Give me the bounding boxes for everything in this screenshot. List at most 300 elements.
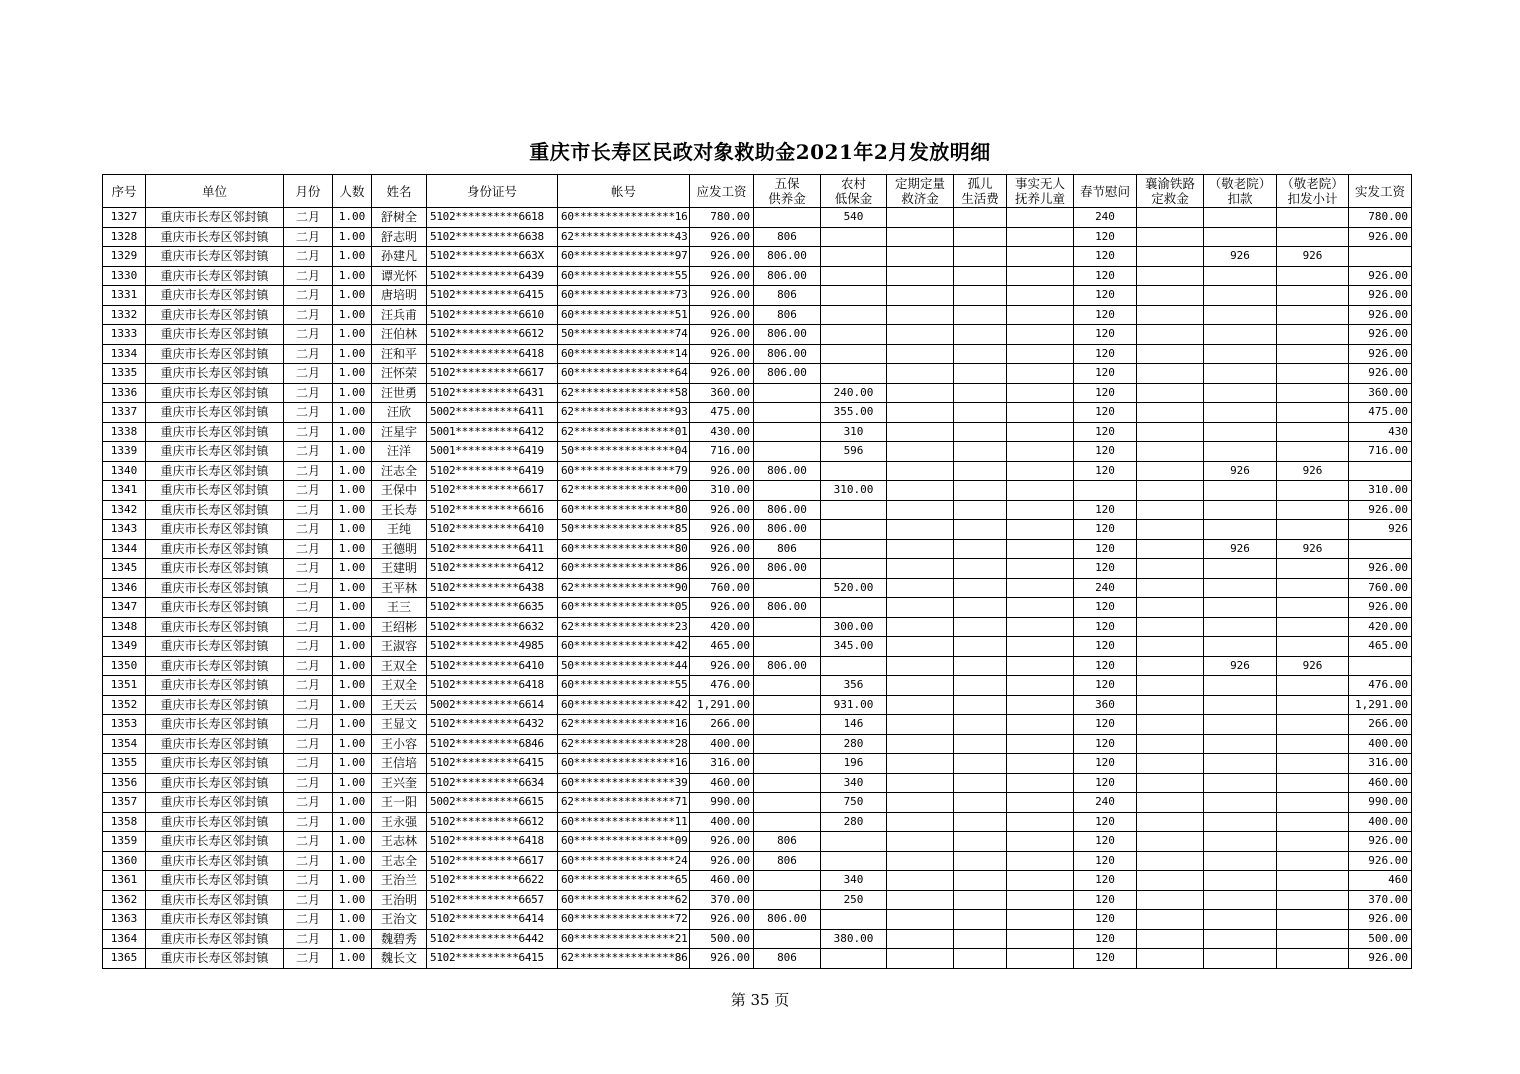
column-header-line: 定期定量 bbox=[894, 176, 945, 191]
table-cell bbox=[1204, 403, 1277, 423]
table-cell bbox=[1204, 364, 1277, 384]
table-cell: 380.00 bbox=[821, 929, 887, 949]
table-cell bbox=[1137, 832, 1204, 852]
table-row bbox=[103, 617, 1412, 637]
table-cell: 1355 bbox=[103, 754, 146, 774]
table-cell: 780.00 bbox=[690, 208, 754, 228]
table-cell bbox=[1277, 325, 1349, 345]
table-cell bbox=[1204, 578, 1277, 598]
table-cell: 1328 bbox=[103, 227, 146, 247]
table-cell bbox=[821, 598, 887, 618]
table-cell bbox=[1137, 754, 1204, 774]
table-cell: 62****************43 bbox=[558, 227, 690, 247]
table-cell: 唐培明 bbox=[372, 286, 427, 306]
table-cell: 谭光怀 bbox=[372, 266, 427, 286]
table-cell bbox=[1137, 773, 1204, 793]
table-cell bbox=[1007, 793, 1074, 813]
table-cell: 重庆市长寿区邻封镇 bbox=[146, 734, 284, 754]
table-cell: 926.00 bbox=[690, 364, 754, 384]
table-cell: 5102**********6632 bbox=[427, 617, 558, 637]
table-cell: 1.00 bbox=[333, 383, 372, 403]
table-row bbox=[103, 364, 1412, 384]
table-cell: 1344 bbox=[103, 539, 146, 559]
table-cell: 310.00 bbox=[821, 481, 887, 501]
table-cell bbox=[821, 832, 887, 852]
table-cell bbox=[887, 793, 954, 813]
table-cell bbox=[1007, 812, 1074, 832]
table-cell: 舒志明 bbox=[372, 227, 427, 247]
table-cell bbox=[821, 266, 887, 286]
table-cell: 500.00 bbox=[1349, 929, 1412, 949]
table-cell: 240.00 bbox=[821, 383, 887, 403]
table-cell bbox=[1204, 890, 1277, 910]
table-cell bbox=[1007, 481, 1074, 501]
table-cell bbox=[887, 539, 954, 559]
table-cell bbox=[1204, 754, 1277, 774]
table-cell: 926.00 bbox=[690, 461, 754, 481]
table-cell bbox=[1277, 832, 1349, 852]
table-cell: 806.00 bbox=[754, 559, 821, 579]
table-row bbox=[103, 637, 1412, 657]
table-cell: 1352 bbox=[103, 695, 146, 715]
table-cell bbox=[1277, 500, 1349, 520]
table-cell: 重庆市长寿区邻封镇 bbox=[146, 364, 284, 384]
table-cell: 汪伯林 bbox=[372, 325, 427, 345]
table-cell bbox=[1277, 364, 1349, 384]
table-cell: 1.00 bbox=[333, 266, 372, 286]
table-cell: 1354 bbox=[103, 734, 146, 754]
table-cell bbox=[887, 637, 954, 657]
table-cell: 王天云 bbox=[372, 695, 427, 715]
table-cell: 二月 bbox=[284, 890, 333, 910]
table-cell: 926 bbox=[1277, 247, 1349, 267]
table-cell: 926.00 bbox=[1349, 851, 1412, 871]
table-cell: 1360 bbox=[103, 851, 146, 871]
table-cell: 926.00 bbox=[1349, 500, 1412, 520]
table-cell bbox=[887, 364, 954, 384]
table-cell bbox=[1277, 793, 1349, 813]
column-header-line: 帐号 bbox=[610, 183, 636, 199]
table-cell: 120 bbox=[1074, 266, 1137, 286]
table-cell: 王德明 bbox=[372, 539, 427, 559]
table-cell: 120 bbox=[1074, 890, 1137, 910]
table-cell bbox=[1204, 910, 1277, 930]
table-cell: 1339 bbox=[103, 442, 146, 462]
table-cell: 5102**********6617 bbox=[427, 364, 558, 384]
table-cell: 5102**********6618 bbox=[427, 208, 558, 228]
table-cell: 重庆市长寿区邻封镇 bbox=[146, 793, 284, 813]
table-cell bbox=[1137, 637, 1204, 657]
table-cell: 重庆市长寿区邻封镇 bbox=[146, 929, 284, 949]
table-cell: 926.00 bbox=[1349, 305, 1412, 325]
table-cell: 1.00 bbox=[333, 461, 372, 481]
table-cell: 926.00 bbox=[1349, 344, 1412, 364]
table-cell: 460.00 bbox=[690, 871, 754, 891]
table-cell: 806.00 bbox=[754, 266, 821, 286]
table-cell: 1356 bbox=[103, 773, 146, 793]
table-cell bbox=[1007, 734, 1074, 754]
table-cell: 二月 bbox=[284, 598, 333, 618]
table-cell: 146 bbox=[821, 715, 887, 735]
table-cell bbox=[1277, 559, 1349, 579]
table-row bbox=[103, 890, 1412, 910]
table-cell: 5102**********6612 bbox=[427, 325, 558, 345]
table-cell: 舒树全 bbox=[372, 208, 427, 228]
table-cell: 1.00 bbox=[333, 208, 372, 228]
table-cell: 475.00 bbox=[1349, 403, 1412, 423]
table-cell: 460.00 bbox=[690, 773, 754, 793]
table-cell bbox=[1204, 481, 1277, 501]
table-cell bbox=[1137, 286, 1204, 306]
table-cell bbox=[754, 617, 821, 637]
table-cell bbox=[954, 227, 1007, 247]
table-cell: 重庆市长寿区邻封镇 bbox=[146, 481, 284, 501]
table-cell bbox=[1204, 832, 1277, 852]
table-cell bbox=[821, 949, 887, 969]
table-cell: 二月 bbox=[284, 422, 333, 442]
table-cell: 5102**********6415 bbox=[427, 949, 558, 969]
table-cell: 5102**********6412 bbox=[427, 559, 558, 579]
relief-fund-table bbox=[102, 174, 1412, 969]
table-cell: 990.00 bbox=[690, 793, 754, 813]
table-cell: 120 bbox=[1074, 227, 1137, 247]
table-cell: 1337 bbox=[103, 403, 146, 423]
table-cell: 重庆市长寿区邻封镇 bbox=[146, 500, 284, 520]
table-cell bbox=[954, 929, 1007, 949]
table-cell bbox=[821, 344, 887, 364]
table-cell bbox=[887, 500, 954, 520]
table-row bbox=[103, 676, 1412, 696]
table-cell: 1.00 bbox=[333, 832, 372, 852]
table-cell bbox=[1204, 598, 1277, 618]
table-cell: 760.00 bbox=[690, 578, 754, 598]
table-cell bbox=[1204, 286, 1277, 306]
table-cell: 266.00 bbox=[690, 715, 754, 735]
column-header-line: 扣发小计 bbox=[1287, 191, 1338, 206]
table-cell bbox=[954, 715, 1007, 735]
table-cell: 430.00 bbox=[690, 422, 754, 442]
table-cell: 1.00 bbox=[333, 578, 372, 598]
table-cell: 5102**********6415 bbox=[427, 754, 558, 774]
table-cell: 二月 bbox=[284, 325, 333, 345]
column-header-line: 姓名 bbox=[386, 183, 412, 199]
table-cell: 926.00 bbox=[1349, 325, 1412, 345]
table-cell: 二月 bbox=[284, 578, 333, 598]
table-cell bbox=[1007, 637, 1074, 657]
table-cell: 二月 bbox=[284, 520, 333, 540]
table-cell bbox=[1007, 773, 1074, 793]
column-header bbox=[754, 175, 821, 208]
table-cell: 476.00 bbox=[1349, 676, 1412, 696]
table-row bbox=[103, 383, 1412, 403]
table-cell: 二月 bbox=[284, 481, 333, 501]
table-header bbox=[103, 175, 1412, 208]
table-cell bbox=[887, 559, 954, 579]
table-row bbox=[103, 403, 1412, 423]
table-cell: 465.00 bbox=[1349, 637, 1412, 657]
table-cell bbox=[1137, 227, 1204, 247]
table-row bbox=[103, 598, 1412, 618]
table-cell: 370.00 bbox=[1349, 890, 1412, 910]
table-cell: 二月 bbox=[284, 208, 333, 228]
table-row bbox=[103, 500, 1412, 520]
table-cell bbox=[1204, 695, 1277, 715]
table-cell bbox=[821, 364, 887, 384]
table-cell: 926.00 bbox=[690, 305, 754, 325]
column-header-line: 单位 bbox=[201, 183, 227, 199]
table-cell: 1,291.00 bbox=[1349, 695, 1412, 715]
table-cell bbox=[1277, 851, 1349, 871]
table-cell bbox=[1204, 734, 1277, 754]
table-cell: 1.00 bbox=[333, 500, 372, 520]
table-cell: 1.00 bbox=[333, 403, 372, 423]
table-cell: 1.00 bbox=[333, 734, 372, 754]
table-cell bbox=[1137, 481, 1204, 501]
column-header-line: 序号 bbox=[111, 183, 137, 199]
table-cell: 重庆市长寿区邻封镇 bbox=[146, 325, 284, 345]
table-cell bbox=[954, 325, 1007, 345]
table-cell: 汪欣 bbox=[372, 403, 427, 423]
table-cell bbox=[954, 890, 1007, 910]
table-cell: 120 bbox=[1074, 247, 1137, 267]
table-cell bbox=[821, 286, 887, 306]
column-header bbox=[333, 175, 372, 208]
table-cell bbox=[1277, 715, 1349, 735]
table-cell bbox=[754, 637, 821, 657]
table-cell: 50****************04 bbox=[558, 442, 690, 462]
table-cell: 806.00 bbox=[754, 656, 821, 676]
table-cell bbox=[1007, 520, 1074, 540]
table-cell bbox=[954, 442, 1007, 462]
table-cell: 王小容 bbox=[372, 734, 427, 754]
column-header-line: 农村 bbox=[840, 176, 866, 191]
table-cell: 62****************00 bbox=[558, 481, 690, 501]
table-cell bbox=[754, 578, 821, 598]
table-cell: 王治文 bbox=[372, 910, 427, 930]
table-cell bbox=[821, 656, 887, 676]
table-cell: 240 bbox=[1074, 793, 1137, 813]
table-cell bbox=[1277, 598, 1349, 618]
column-header-line: 生活费 bbox=[961, 191, 999, 206]
table-cell: 120 bbox=[1074, 520, 1137, 540]
table-cell: 二月 bbox=[284, 812, 333, 832]
table-cell: 王显文 bbox=[372, 715, 427, 735]
table-cell: 5102**********6616 bbox=[427, 500, 558, 520]
table-row bbox=[103, 832, 1412, 852]
table-cell: 60****************42 bbox=[558, 695, 690, 715]
table-cell: 二月 bbox=[284, 539, 333, 559]
table-cell bbox=[887, 812, 954, 832]
table-row bbox=[103, 422, 1412, 442]
table-cell: 1.00 bbox=[333, 676, 372, 696]
table-cell: 60****************97 bbox=[558, 247, 690, 267]
table-cell bbox=[1204, 715, 1277, 735]
table-cell: 120 bbox=[1074, 851, 1137, 871]
table-cell bbox=[1007, 266, 1074, 286]
table-cell bbox=[754, 890, 821, 910]
table-cell bbox=[954, 539, 1007, 559]
table-cell: 120 bbox=[1074, 364, 1137, 384]
table-cell: 1.00 bbox=[333, 286, 372, 306]
table-cell bbox=[887, 578, 954, 598]
table-cell bbox=[1277, 910, 1349, 930]
table-row bbox=[103, 344, 1412, 364]
table-cell bbox=[1137, 617, 1204, 637]
table-cell: 1.00 bbox=[333, 617, 372, 637]
table-cell bbox=[1137, 383, 1204, 403]
table-cell: 60****************11 bbox=[558, 812, 690, 832]
table-cell bbox=[887, 676, 954, 696]
table-cell bbox=[1007, 871, 1074, 891]
table-cell bbox=[1137, 344, 1204, 364]
table-cell bbox=[954, 344, 1007, 364]
table-cell bbox=[1137, 715, 1204, 735]
table-cell: 1.00 bbox=[333, 773, 372, 793]
table-cell: 806 bbox=[754, 286, 821, 306]
table-cell: 420.00 bbox=[690, 617, 754, 637]
table-cell: 二月 bbox=[284, 617, 333, 637]
table-cell: 120 bbox=[1074, 383, 1137, 403]
table-cell: 356 bbox=[821, 676, 887, 696]
table-cell: 1.00 bbox=[333, 910, 372, 930]
table-cell bbox=[1349, 656, 1412, 676]
table-cell bbox=[954, 773, 1007, 793]
table-row bbox=[103, 929, 1412, 949]
table-cell: 重庆市长寿区邻封镇 bbox=[146, 461, 284, 481]
table-cell: 5102**********6634 bbox=[427, 773, 558, 793]
table-cell bbox=[1349, 539, 1412, 559]
table-cell: 60****************72 bbox=[558, 910, 690, 930]
column-header-line: 实发工资 bbox=[1354, 183, 1405, 199]
table-cell: 1.00 bbox=[333, 656, 372, 676]
table-cell bbox=[887, 734, 954, 754]
table-cell: 120 bbox=[1074, 442, 1137, 462]
table-cell: 806.00 bbox=[754, 598, 821, 618]
table-cell: 二月 bbox=[284, 227, 333, 247]
table-cell bbox=[954, 500, 1007, 520]
table-cell: 806.00 bbox=[754, 247, 821, 267]
table-cell bbox=[954, 676, 1007, 696]
table-cell bbox=[954, 910, 1007, 930]
table-row bbox=[103, 715, 1412, 735]
table-cell: 360.00 bbox=[1349, 383, 1412, 403]
column-header bbox=[427, 175, 558, 208]
table-cell bbox=[1007, 617, 1074, 637]
table-cell bbox=[1137, 578, 1204, 598]
table-cell: 1351 bbox=[103, 676, 146, 696]
table-cell: 400.00 bbox=[1349, 812, 1412, 832]
column-header-line: 事实无人 bbox=[1014, 176, 1065, 191]
table-cell: 重庆市长寿区邻封镇 bbox=[146, 851, 284, 871]
table-cell bbox=[1204, 208, 1277, 228]
table-cell bbox=[821, 539, 887, 559]
table-cell bbox=[954, 598, 1007, 618]
table-cell bbox=[1007, 325, 1074, 345]
table-cell bbox=[1007, 598, 1074, 618]
table-cell: 5102**********6418 bbox=[427, 832, 558, 852]
table-cell bbox=[754, 676, 821, 696]
table-cell: 926.00 bbox=[690, 949, 754, 969]
table-cell bbox=[1277, 676, 1349, 696]
table-cell: 王绍彬 bbox=[372, 617, 427, 637]
table-cell: 5102**********6410 bbox=[427, 520, 558, 540]
table-cell: 120 bbox=[1074, 559, 1137, 579]
table-cell: 540 bbox=[821, 208, 887, 228]
table-cell: 1346 bbox=[103, 578, 146, 598]
table-cell: 60****************16 bbox=[558, 208, 690, 228]
table-cell: 266.00 bbox=[1349, 715, 1412, 735]
table-cell bbox=[954, 364, 1007, 384]
table-cell: 1.00 bbox=[333, 539, 372, 559]
table-cell: 60****************80 bbox=[558, 500, 690, 520]
table-cell bbox=[1204, 266, 1277, 286]
table-cell bbox=[954, 461, 1007, 481]
table-cell: 王永强 bbox=[372, 812, 427, 832]
table-cell: 1349 bbox=[103, 637, 146, 657]
column-header-line: 扣款 bbox=[1227, 191, 1253, 206]
table-cell: 5102**********6638 bbox=[427, 227, 558, 247]
table-cell: 120 bbox=[1074, 539, 1137, 559]
table-cell: 990.00 bbox=[1349, 793, 1412, 813]
table-row bbox=[103, 266, 1412, 286]
table-cell: 60****************79 bbox=[558, 461, 690, 481]
table-cell: 汪和平 bbox=[372, 344, 427, 364]
table-cell: 806.00 bbox=[754, 461, 821, 481]
table-cell: 62****************23 bbox=[558, 617, 690, 637]
table-cell: 1.00 bbox=[333, 929, 372, 949]
table-cell bbox=[1204, 520, 1277, 540]
table-cell bbox=[954, 422, 1007, 442]
table-cell: 5102**********6657 bbox=[427, 890, 558, 910]
table-cell: 1.00 bbox=[333, 559, 372, 579]
table-cell: 王志林 bbox=[372, 832, 427, 852]
table-cell: 重庆市长寿区邻封镇 bbox=[146, 754, 284, 774]
table-row bbox=[103, 851, 1412, 871]
table-cell bbox=[954, 383, 1007, 403]
page-number: 第 35 页 bbox=[730, 991, 790, 1009]
table-cell: 王志全 bbox=[372, 851, 427, 871]
table-cell: 926.00 bbox=[1349, 598, 1412, 618]
table-cell bbox=[1277, 520, 1349, 540]
column-header bbox=[690, 175, 754, 208]
table-cell: 重庆市长寿区邻封镇 bbox=[146, 539, 284, 559]
table-cell: 120 bbox=[1074, 422, 1137, 442]
table-cell: 60****************62 bbox=[558, 890, 690, 910]
table-cell bbox=[1007, 305, 1074, 325]
table-cell bbox=[1137, 539, 1204, 559]
table-cell: 120 bbox=[1074, 812, 1137, 832]
table-cell: 50****************85 bbox=[558, 520, 690, 540]
table-cell: 王双全 bbox=[372, 656, 427, 676]
table-cell: 王治明 bbox=[372, 890, 427, 910]
table-cell: 重庆市长寿区邻封镇 bbox=[146, 578, 284, 598]
table-cell: 1331 bbox=[103, 286, 146, 306]
column-header bbox=[103, 175, 146, 208]
table-cell: 5102**********6415 bbox=[427, 286, 558, 306]
header-row bbox=[103, 175, 1412, 208]
table-cell: 二月 bbox=[284, 929, 333, 949]
table-cell: 二月 bbox=[284, 500, 333, 520]
table-cell: 王治兰 bbox=[372, 871, 427, 891]
table-cell bbox=[1204, 442, 1277, 462]
table-cell: 926.00 bbox=[690, 227, 754, 247]
table-cell: 780.00 bbox=[1349, 208, 1412, 228]
table-cell: 475.00 bbox=[690, 403, 754, 423]
table-cell bbox=[887, 617, 954, 637]
table-cell bbox=[1277, 949, 1349, 969]
table-cell bbox=[754, 715, 821, 735]
table-cell bbox=[954, 754, 1007, 774]
